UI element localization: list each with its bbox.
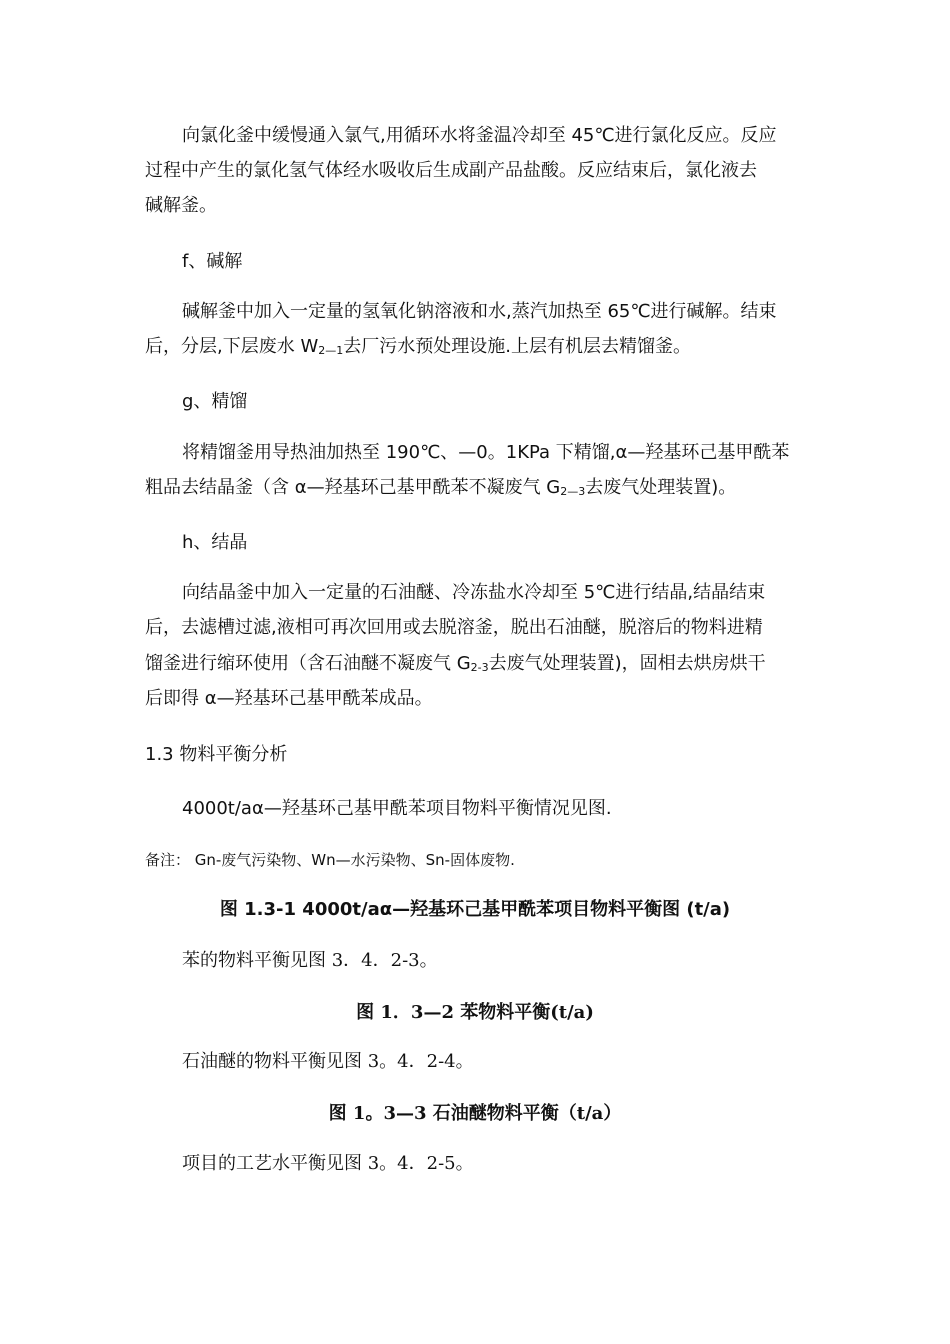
paragraph-water-balance: 项目的工艺水平衡见图 3。4．2-5。: [182, 1153, 474, 1174]
paragraph-petroleum-ether-balance: 石油醚的物料平衡见图 3。4．2-4。: [182, 1051, 474, 1072]
heading-alkaline-hydrolysis: f、碱解: [182, 251, 243, 272]
figure-caption-1-3-3: 图 1。3—3 石油醚物料平衡（t/a）: [328, 1103, 622, 1124]
paragraph-chlorination-line-2: 过程中产生的氯化氢气体经水吸收后生成副产品盐酸。反应结束后，氯化液去: [145, 160, 757, 181]
text-fragment: 粗品去结晶釜（含 α—羟基环己基甲酰苯不凝废气 G: [145, 477, 561, 498]
paragraph-rectification-line-2: [145, 475, 736, 501]
paragraph-hydrolysis-line-1: 碱解釜中加入一定量的氢氧化钠溶液和水,蒸汽加热至 65℃进行碱解。结束: [182, 301, 777, 322]
text-fragment: 去厂污水预处理设施.上层有机层去精馏釜。: [343, 336, 691, 357]
paragraph-benzene-balance: 苯的物料平衡见图 3．4．2-3。: [182, 950, 438, 971]
paragraph-crystallization-line-3: [145, 651, 766, 677]
paragraph-rectification-line-1: 将精馏釜用导热油加热至 190℃、—0。1KPa 下精馏,α—羟基环己基甲酰苯: [182, 442, 790, 463]
text-fragment: 馏釜进行缩环使用（含石油醚不凝废气 G: [145, 653, 471, 674]
heading-crystallization: h、结晶: [182, 532, 248, 553]
paragraph-crystallization-line-2: 后，去滤槽过滤,液相可再次回用或去脱溶釜，脱出石油醚，脱溶后的物料进精: [145, 617, 763, 638]
text-fragment: 去废气处理装置)。: [585, 477, 737, 498]
note: 备注： Gn-废气污染物、Wn—水污染物、Sn-固体废物.: [145, 851, 515, 869]
paragraph-crystallization-line-4: 后即得 α—羟基环己基甲酰苯成品。: [145, 688, 433, 709]
subscript: 2—1: [318, 344, 344, 357]
figure-caption-1-3-2: 图 1．3—2 苯物料平衡(t/a): [356, 1002, 594, 1023]
paragraph-hydrolysis-line-2: [145, 334, 691, 360]
subscript: 2—3: [560, 485, 586, 498]
paragraph-chlorination-line-1: 向氯化釜中缓慢通入氯气,用循环水将釜温冷却至 45℃进行氯化反应。反应: [182, 125, 777, 146]
heading-rectification: g、精馏: [182, 391, 248, 412]
section-heading-material-balance: 1.3 物料平衡分析: [145, 744, 288, 765]
paragraph-crystallization-line-1: 向结晶釜中加入一定量的石油醚、冷冻盐水冷却至 5℃进行结晶,结晶结束: [182, 582, 766, 603]
text-fragment: 后，分层,下层废水 W: [145, 336, 319, 357]
text-fragment: 去废气处理装置)，固相去烘房烘干: [488, 653, 766, 674]
subscript: 2-3: [470, 661, 489, 674]
paragraph-chlorination-line-3: 碱解釜。: [145, 195, 217, 216]
paragraph-material-balance: 4000t/aα—羟基环己基甲酰苯项目物料平衡情况见图.: [182, 798, 612, 819]
figure-caption-1-3-1: 图 1.3-1 4000t/aα—羟基环己基甲酰苯项目物料平衡图 (t/a): [219, 899, 731, 920]
